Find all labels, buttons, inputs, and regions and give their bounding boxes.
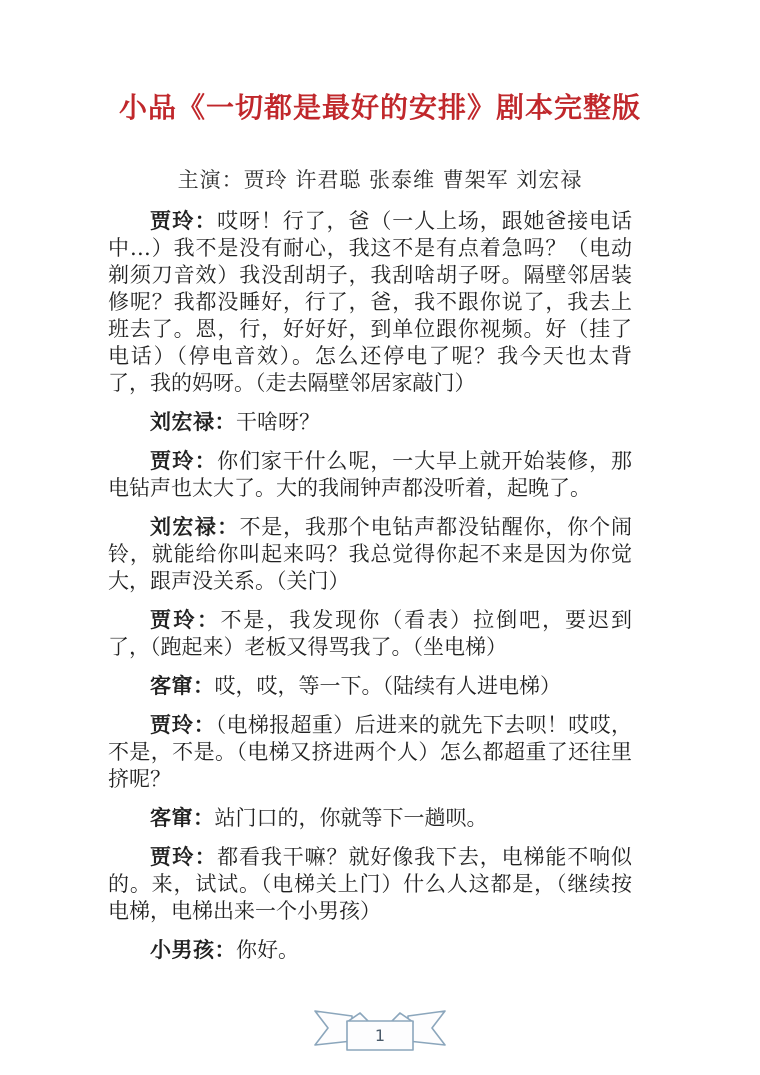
dialogue-text: 都看我干嘛？就好像我下去，电梯能不响似的。来，试试。（电梯关上门）什么人这都是，（继续按电梯，电梯出来一个小男孩）	[108, 845, 633, 923]
dialogue-text: 哎呀！行了，爸（一人上场，跟她爸接电话中…）我不是没有耐心，我这不是有点着急吗？（电动剃须刀音效）我没刮胡子，我刮啥胡子呀。隔壁邻居装修呢？我都没睡好，行了，爸，我不跟你说了，我去上班去了。恩，行，好好好，到单位跟你视频。好（挂了电话）（停电音效）。怎么还停电了呢？我今天也太背了，我的妈呀。（走去隔壁邻居家敲门）	[108, 209, 633, 395]
page-number: 1	[374, 1026, 386, 1045]
dialogue-text: 干啥呀？	[236, 410, 320, 434]
dialogue-text: （电梯报超重）后进来的就先下去呗！哎哎，不是，不是。（电梯又挤进两个人）怎么都超重了还往里挤呢？	[108, 713, 633, 791]
speaker-name: 贾玲：	[150, 713, 216, 737]
script-paragraph	[108, 607, 632, 661]
dialogue-text: 站门口的，你就等下一趟呗。	[214, 806, 488, 830]
script-paragraph	[108, 937, 632, 964]
speaker-name: 贾玲：	[150, 209, 218, 233]
speaker-name: 小男孩：	[150, 938, 236, 962]
speaker-name: 贾玲：	[150, 608, 221, 632]
speaker-name: 贾玲：	[150, 845, 218, 869]
dialogue-text: 哎，哎，等一下。（陆续有人进电梯）	[214, 674, 561, 698]
script-paragraph	[108, 208, 632, 397]
script-paragraph	[108, 844, 632, 925]
script-body	[108, 208, 632, 964]
dialogue-text: 不是，我那个电钻声都没钻醒你，你个闹铃，就能给你叫起来吗？我总觉得你起不来是因为你觉大，跟声没关系。（关门）	[108, 515, 633, 593]
speaker-name: 刘宏禄：	[150, 515, 240, 539]
speaker-name: 客窜：	[150, 674, 215, 698]
speaker-name: 客窜：	[150, 806, 215, 830]
page-footer	[0, 1006, 760, 1052]
cast-line: 主演：贾玲 许君聪 张泰维 曹架军 刘宏禄	[177, 168, 583, 192]
script-paragraph	[108, 712, 632, 793]
speaker-name: 贾玲：	[150, 449, 218, 473]
script-paragraph	[108, 673, 632, 700]
script-paragraph	[108, 805, 632, 832]
dialogue-text: 你好。	[236, 938, 299, 962]
document-title: 小品《一切都是最好的安排》剧本完整版	[118, 91, 641, 124]
script-paragraph	[108, 448, 632, 502]
page-number-banner-icon	[310, 1006, 450, 1052]
speaker-name: 刘宏禄：	[150, 410, 236, 434]
dialogue-text: 你们家干什么呢，一大早上就开始装修，那电钻声也太大了。大的我闹钟声都没听着，起晚了。	[108, 449, 633, 500]
script-paragraph	[108, 409, 632, 436]
script-paragraph	[108, 514, 632, 595]
dialogue-text: 不是，我发现你（看表）拉倒吧，要迟到了，（跑起来）老板又得骂我了。（坐电梯）	[108, 608, 633, 659]
